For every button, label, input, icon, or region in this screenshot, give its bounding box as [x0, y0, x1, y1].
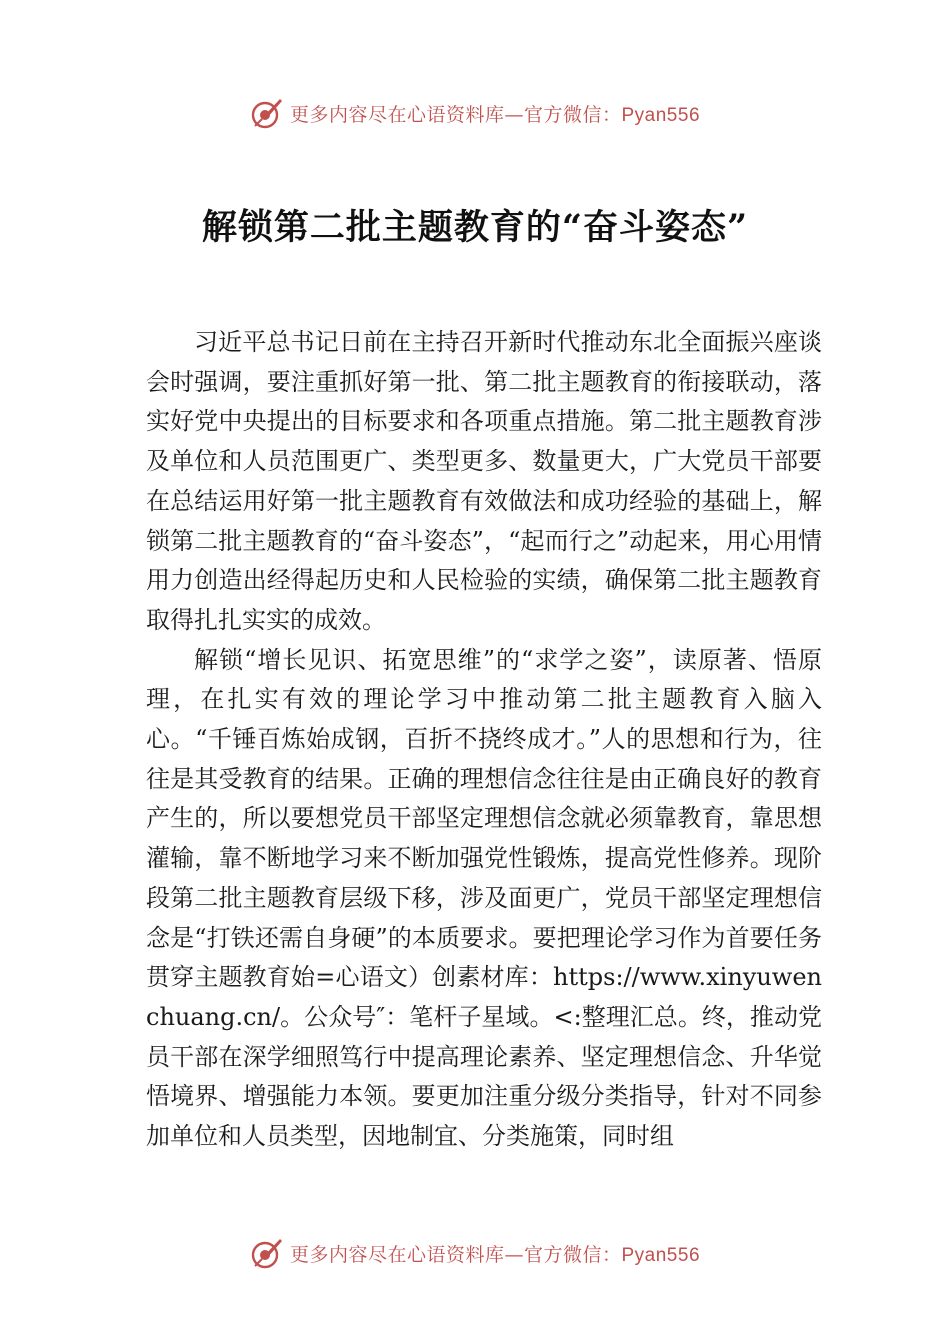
document-body [146, 323, 822, 1157]
pen-nib-logo-icon [250, 96, 284, 130]
footer-banner [0, 1233, 950, 1273]
header-wechat-id: Pyan556 [621, 104, 701, 126]
paragraph-2: 解锁“增长见识、拓宽思维”的“求学之姿”，读原著、悟原理，在扎实有效的理论学习中推动第二批主题教育入脑入心。“千锤百炼始成钢，百折不挠终成才。”人的思想和行为，往往是其受教育的结果。正确的理想信念往往是由正确良好的教育产生的，所以要想党员干部坚定理想信念就必须靠教育，靠思想灌输，靠不断地学习来不断加强党性锻炼，提高党性修养。现阶段第二批主题教育层级下移，涉及面更广，党员干部坚定理想信念是“打铁还需自身硬”的本质要求。要把理论学习作为首要任务贯穿主题教育始=心语文）创素材库：https://www.xinyuwenchuang.cn/。公众号″：笔杆子星域。<:整理汇总。终，推动党员干部在深学细照笃行中提高理论素养、坚定理想信念、升华觉悟境界、增强能力本领。要更加注重分级分类指导，针对不同参加单位和人员类型，因地制宜、分类施策，同时组 [146, 645, 822, 1151]
document-title: 解锁第二批主题教育的“奋斗姿态” [201, 207, 749, 248]
paragraph-1: 习近平总书记日前在主持召开新时代推动东北全面振兴座谈会时强调，要注重抓好第一批、第二批主题教育的衔接联动，落实好党中央提出的目标要求和各项重点措施。第二批主题教育涉及单位和人员范围更广、类型更多、数量更大，广大党员干部要在总结运用好第一批主题教育有效做法和成功经验的基础上，解锁第二批主题教育的“奋斗姿态”，“起而行之”动起来，用心用情用力创造出经得起历史和人民检验的实绩，确保第二批主题教育取得扎扎实实的成效。 [146, 328, 822, 634]
pen-nib-logo-icon [250, 1236, 284, 1270]
header-banner [0, 93, 950, 133]
header-banner-text: 更多内容尽在心语资料库—官方微信：Pyan556 [289, 103, 701, 126]
footer-wechat-id: Pyan556 [621, 1244, 701, 1266]
footer-banner-text: 更多内容尽在心语资料库—官方微信：Pyan556 [289, 1243, 701, 1266]
